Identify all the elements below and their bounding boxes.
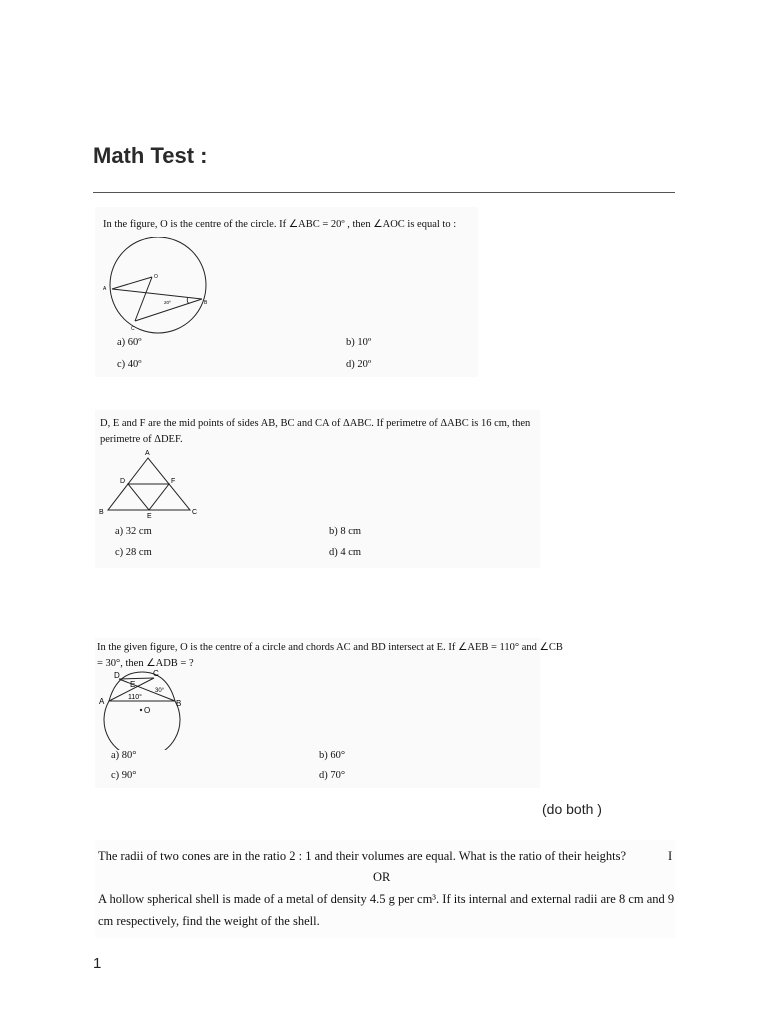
label-c: C bbox=[192, 509, 198, 516]
center-point bbox=[140, 709, 142, 711]
label-d: D bbox=[114, 671, 120, 680]
option-d: d) 70° bbox=[319, 770, 346, 781]
option-d: d) 4 cm bbox=[329, 547, 362, 558]
radius-oc bbox=[135, 277, 152, 321]
instruction-note: (do both ) bbox=[542, 801, 602, 817]
option-c: c) 28 cm bbox=[115, 547, 152, 558]
triangle-def bbox=[128, 484, 169, 510]
label-f: F bbox=[171, 478, 176, 485]
option-a: a) 80° bbox=[111, 750, 137, 761]
chord-ab bbox=[112, 289, 202, 299]
circle bbox=[104, 701, 180, 750]
label-e: E bbox=[147, 513, 152, 518]
option-b: b) 60° bbox=[319, 750, 346, 761]
question-1-figure bbox=[100, 237, 220, 337]
label-b: B bbox=[176, 699, 182, 708]
option-c: c) 90° bbox=[111, 770, 137, 781]
label-d: D bbox=[120, 478, 126, 485]
label-a: A bbox=[99, 697, 105, 706]
question-4-line1: The radii of two cones are in the ratio 2 : 1 and their volumes are equal. What is the ratio of their heights? bbox=[98, 849, 627, 863]
question-2-text-line1: D, E and F are the mid points of sides AB, BC and CA of ΔABC. If perimetre of ΔABC is 16 cm, then bbox=[100, 418, 531, 429]
question-3-figure bbox=[97, 670, 192, 750]
question-4-line3: cm respectively, find the weight of the shell. bbox=[98, 914, 320, 928]
label-c: C bbox=[131, 326, 135, 332]
question-1 bbox=[95, 207, 478, 377]
label-a: A bbox=[145, 450, 150, 457]
option-a: a) 32 cm bbox=[115, 526, 152, 537]
label-angle: 20º bbox=[164, 300, 171, 305]
question-2-text-line2: perimetre of ΔDEF. bbox=[100, 434, 183, 445]
label-o: O bbox=[154, 274, 158, 280]
question-4-or: OR bbox=[373, 870, 391, 884]
radius-oa bbox=[112, 277, 152, 289]
chord-dc bbox=[119, 678, 154, 679]
label-a: A bbox=[103, 286, 107, 292]
title-divider bbox=[93, 192, 675, 193]
question-4-line2 bbox=[98, 892, 674, 907]
question-3-text-line1: In the given figure, O is the centre of a circle and chords AC and BD intersect at E. If ∠AEB = 110° and ∠CB bbox=[97, 642, 563, 653]
page-title: Math Test : bbox=[93, 143, 208, 168]
question-3 bbox=[95, 638, 563, 788]
label-o: O bbox=[144, 706, 151, 715]
label-e: E bbox=[130, 680, 136, 689]
option-b: b) 10º bbox=[346, 337, 372, 348]
label-b: B bbox=[99, 509, 104, 516]
question-4-mark: I bbox=[668, 849, 673, 863]
question-4 bbox=[95, 840, 675, 938]
question-3-text-line2: = 30°, then ∠ADB = ? bbox=[97, 658, 194, 669]
question-2-figure bbox=[98, 448, 208, 518]
option-d: d) 20º bbox=[346, 359, 372, 370]
option-c: c) 40º bbox=[117, 359, 142, 370]
question-4-line2-text: A hollow spherical shell is made of a metal of density 4.5 g per cm³. If its internal and external radii are 8 cm and 9 bbox=[98, 892, 675, 906]
label-c: C bbox=[153, 670, 159, 678]
page-number: 1 bbox=[93, 955, 102, 972]
label-b: B bbox=[204, 300, 208, 306]
option-b: b) 8 cm bbox=[329, 526, 362, 537]
option-a: a) 60º bbox=[117, 337, 142, 348]
label-angle-110: 110° bbox=[128, 694, 142, 701]
question-1-text: In the figure, O is the centre of the circle. If ∠ABC = 20º , then ∠AOC is equal to : bbox=[103, 219, 457, 230]
label-angle-30: 30° bbox=[155, 688, 165, 694]
question-2 bbox=[95, 410, 540, 568]
